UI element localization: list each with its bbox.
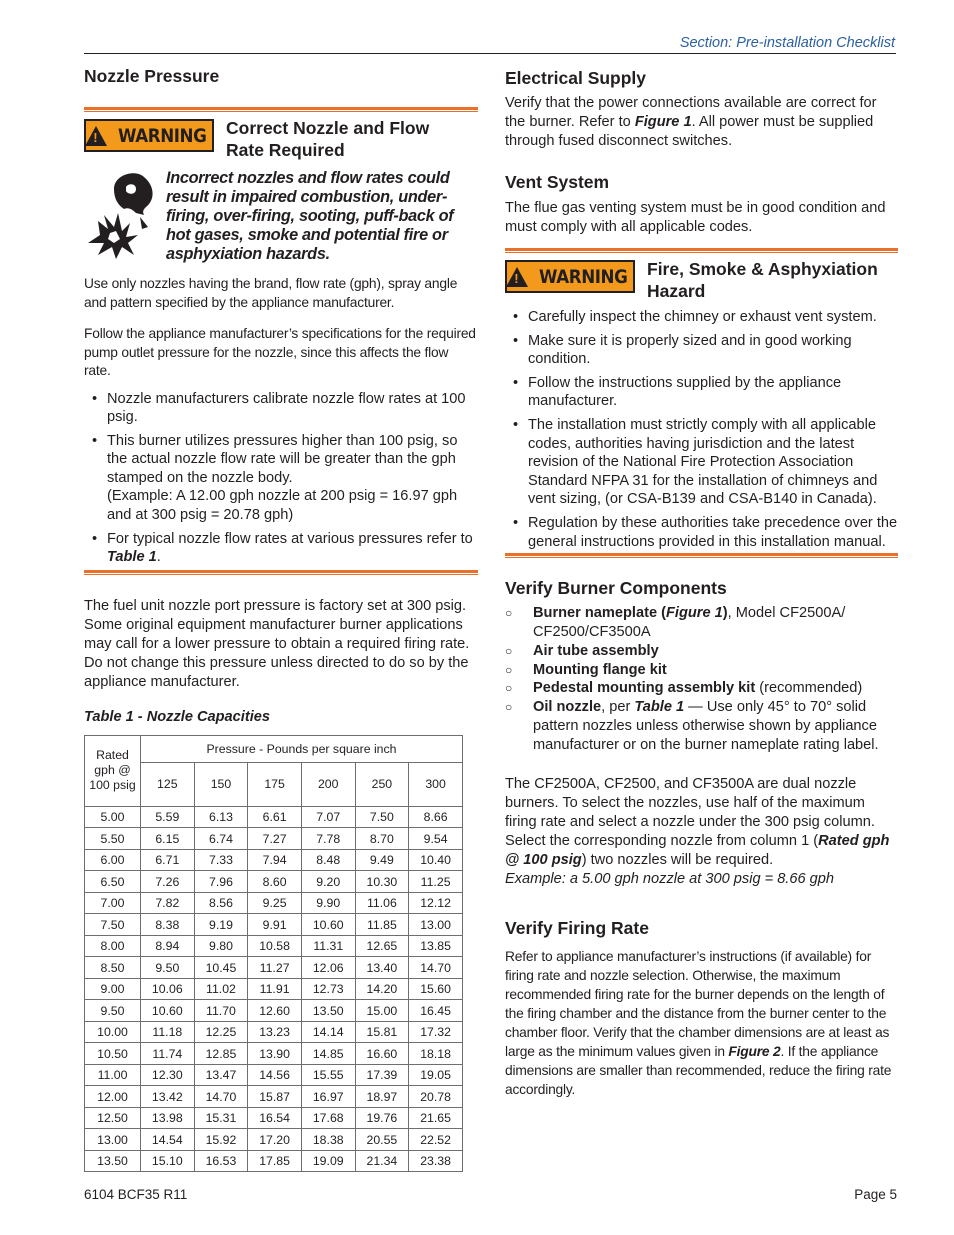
table-cell: 7.78 [301, 828, 355, 850]
warning-badge: ! WARNING [505, 260, 635, 293]
table-cell: 23.38 [409, 1150, 463, 1172]
nozzle-capacity-table [84, 735, 463, 1173]
warning2-bottom-rule [505, 553, 898, 558]
firing-rate-para: Refer to appliance manufacturer’s instructions (if available) for firing rate and nozzle selection. Otherwise, the maximum recommended firing rate for the burner depends on the length of the firing chamber and the distance from the burner center to the chamber floor. Verify that the chamber dimensions are at least as large as the minimum values given in Figure 2. If the appliance dimensions are smaller than recommended, reduce the firing rate accordingly. [505, 948, 892, 1097]
table-cell: 11.31 [301, 935, 355, 957]
table-cell: 10.00 [85, 1021, 141, 1043]
table-cell: 11.91 [248, 978, 302, 1000]
table-cell: 12.50 [85, 1107, 141, 1129]
fire-hazard-bullets [513, 308, 898, 551]
nozzle-brand-para: Use only nozzles having the brand, flow rate (gph), spray angle and pattern specified by the appliance manufacturer. [84, 276, 458, 310]
table-cell: 12.60 [248, 1000, 302, 1022]
table-row [85, 935, 463, 957]
warning-triangle-icon: ! [506, 267, 528, 287]
table-cell: 15.81 [355, 1021, 409, 1043]
list-item: • Follow the instructions supplied by the appliance manufacturer. [513, 374, 898, 411]
table-cell: 10.30 [355, 871, 409, 893]
electrical-supply-heading: Electrical Supply [505, 68, 647, 88]
table-cell: 21.34 [355, 1150, 409, 1172]
table-cell: 13.47 [194, 1064, 248, 1086]
pressure-col-header: 200 [301, 762, 355, 806]
pressure-header: Pressure - Pounds per square inch [141, 735, 463, 762]
table-cell: 19.05 [409, 1064, 463, 1086]
table-cell: 8.60 [248, 871, 302, 893]
table-cell: 8.38 [141, 914, 195, 936]
nozzle-pressure-heading: Nozzle Pressure [84, 66, 220, 86]
left-column [84, 66, 478, 1172]
warning-title: Fire, Smoke & Asphyxiation Hazard [647, 259, 878, 301]
table-cell: 6.15 [141, 828, 195, 850]
table-row [85, 806, 463, 828]
table-cell: 11.85 [355, 914, 409, 936]
nozzle-bullets [92, 390, 478, 567]
table-cell: 14.70 [409, 957, 463, 979]
table-cell: 8.00 [85, 935, 141, 957]
table-cell: 17.68 [301, 1107, 355, 1129]
table-row [85, 1086, 463, 1108]
table-cell: 15.00 [355, 1000, 409, 1022]
warning-badge: ! WARNING [84, 119, 214, 152]
warning-body [84, 169, 478, 264]
table-cell: 11.25 [409, 871, 463, 893]
table-cell: 12.85 [194, 1043, 248, 1065]
pressure-col-header: 175 [248, 762, 302, 806]
table-cell: 7.50 [355, 806, 409, 828]
table-cell: 7.07 [301, 806, 355, 828]
table-cell: 14.54 [141, 1129, 195, 1151]
explosion-hazard-icon [84, 169, 162, 261]
table-cell: 13.40 [355, 957, 409, 979]
page-number: Page 5 [854, 1187, 897, 1202]
table-cell: 16.97 [301, 1086, 355, 1108]
table-row [85, 1021, 463, 1043]
table-cell: 17.85 [248, 1150, 302, 1172]
table-cell: 13.85 [409, 935, 463, 957]
table-row [85, 978, 463, 1000]
table-cell: 16.45 [409, 1000, 463, 1022]
table-cell: 14.14 [301, 1021, 355, 1043]
table-body [85, 806, 463, 1172]
table-cell: 20.78 [409, 1086, 463, 1108]
table-cell: 5.50 [85, 828, 141, 850]
table-cell: 7.82 [141, 892, 195, 914]
table-cell: 16.54 [248, 1107, 302, 1129]
table-cell: 13.00 [409, 914, 463, 936]
table-cell: 7.00 [85, 892, 141, 914]
table-cell: 13.23 [248, 1021, 302, 1043]
table-cell: 11.02 [194, 978, 248, 1000]
table-cell: 10.40 [409, 849, 463, 871]
table-cell: 8.66 [409, 806, 463, 828]
table-cell: 19.76 [355, 1107, 409, 1129]
warning-title: Correct Nozzle and Flow Rate Required [226, 118, 430, 160]
table-cell: 18.97 [355, 1086, 409, 1108]
table-cell: 11.70 [194, 1000, 248, 1022]
list-item: ○ Air tube assembly [505, 642, 898, 661]
table-cell: 6.74 [194, 828, 248, 850]
table-cell: 9.00 [85, 978, 141, 1000]
table-cell: 17.32 [409, 1021, 463, 1043]
table-cell: 9.19 [194, 914, 248, 936]
list-item: • Make sure it is properly sized and in good working condition. [513, 332, 898, 369]
table-row [85, 1064, 463, 1086]
table-cell: 7.33 [194, 849, 248, 871]
table-cell: 6.50 [85, 871, 141, 893]
warning-top-rule [84, 107, 478, 112]
warning-box-fire [505, 258, 898, 302]
table-cell: 19.09 [301, 1150, 355, 1172]
table-row [85, 1000, 463, 1022]
table-cell: 6.00 [85, 849, 141, 871]
pressure-col-header: 125 [141, 762, 195, 806]
table-cell: 5.59 [141, 806, 195, 828]
table-cell: 10.50 [85, 1043, 141, 1065]
table-cell: 14.70 [194, 1086, 248, 1108]
right-column [505, 66, 898, 1099]
table-cell: 12.65 [355, 935, 409, 957]
verify-components-heading: Verify Burner Components [505, 578, 727, 599]
table-row [85, 1129, 463, 1151]
table-cell: 11.06 [355, 892, 409, 914]
fuel-unit-para: The fuel unit nozzle port pressure is factory set at 300 psig. Some original equipment manufacturer burner applications may call for a lower pressure to obtain a required firing rate. Do not change this pressure unless directed to do so by the appliance manufacturer. [84, 597, 470, 690]
table-cell: 13.90 [248, 1043, 302, 1065]
doc-id: 6104 BCF35 R11 [84, 1187, 188, 1202]
table-row [85, 849, 463, 871]
dual-nozzle-para: The CF2500A, CF2500, and CF3500A are dual nozzle burners. To select the nozzles, use half of the maximum firing rate and select a nozzle under the 300 psig column. Select the corresponding nozzle from column 1 (Rated gph @ 100 psig) two nozzles will be required. Example: a 5.00 gph nozzle at 300 psig = 8.66 gph [505, 775, 890, 887]
table-cell: 11.18 [141, 1021, 195, 1043]
table-cell: 6.61 [248, 806, 302, 828]
table-cell: 7.27 [248, 828, 302, 850]
table-cell: 13.42 [141, 1086, 195, 1108]
table-cell: 10.60 [301, 914, 355, 936]
table-cell: 7.26 [141, 871, 195, 893]
list-item: • For typical nozzle flow rates at various pressures refer to Table 1. [92, 530, 478, 567]
pressure-values-row [85, 762, 463, 806]
table-cell: 7.96 [194, 871, 248, 893]
table-cell: 17.39 [355, 1064, 409, 1086]
vent-system-heading: Vent System [505, 172, 610, 192]
list-item: • Carefully inspect the chimney or exhaust vent system. [513, 308, 898, 327]
table-cell: 14.20 [355, 978, 409, 1000]
table-row [85, 828, 463, 850]
table-cell: 5.00 [85, 806, 141, 828]
table-caption: Table 1 - Nozzle Capacities [84, 708, 270, 725]
table-cell: 8.70 [355, 828, 409, 850]
pressure-col-header: 150 [194, 762, 248, 806]
table-cell: 9.25 [248, 892, 302, 914]
table-cell: 15.87 [248, 1086, 302, 1108]
table-row [85, 1150, 463, 1172]
pressure-col-header: 250 [355, 762, 409, 806]
table-cell: 16.60 [355, 1043, 409, 1065]
table-row [85, 892, 463, 914]
list-item: ○ Oil nozzle, per Table 1 — Use only 45° to 70° solid pattern nozzles unless otherwise shown by appliance manufacturer or on the burner nameplate rating label. [505, 698, 898, 754]
table-cell: 8.94 [141, 935, 195, 957]
table-cell: 9.20 [301, 871, 355, 893]
table-cell: 8.48 [301, 849, 355, 871]
list-item: • The installation must strictly comply with all applicable codes, authorities having jurisdiction and the latest revision of the National Fire Protection Association Standard NFPA 31 for the installation of chimneys and vent sizing, (or CSA-B139 and CSA-B140 in Canada). [513, 416, 898, 509]
table-cell: 12.12 [409, 892, 463, 914]
table-cell: 15.60 [409, 978, 463, 1000]
table-cell: 18.38 [301, 1129, 355, 1151]
table-cell: 9.50 [141, 957, 195, 979]
table-cell: 22.52 [409, 1129, 463, 1151]
table-cell: 7.50 [85, 914, 141, 936]
table-cell: 10.60 [141, 1000, 195, 1022]
list-item: • Nozzle manufacturers calibrate nozzle flow rates at 100 psig. [92, 390, 478, 427]
verify-firing-rate-heading: Verify Firing Rate [505, 917, 649, 938]
table-cell: 11.27 [248, 957, 302, 979]
vent-system-para: The flue gas venting system must be in good condition and must comply with all applicable codes. [505, 200, 886, 235]
header-rule [84, 53, 896, 54]
table-cell: 13.98 [141, 1107, 195, 1129]
table-cell: 8.50 [85, 957, 141, 979]
table-cell: 6.71 [141, 849, 195, 871]
table-cell: 10.45 [194, 957, 248, 979]
components-list [505, 604, 898, 754]
table-cell: 9.80 [194, 935, 248, 957]
table-cell: 7.94 [248, 849, 302, 871]
table-cell: 15.92 [194, 1129, 248, 1151]
electrical-supply-para: Verify that the power connections available are correct for the burner. Refer to Figure 1. All power must be supplied through fused disconnect switches. [505, 95, 877, 149]
table-cell: 15.31 [194, 1107, 248, 1129]
rated-gph-header: Rated gph @ 100 psig [85, 735, 141, 806]
table-cell: 6.13 [194, 806, 248, 828]
table-cell: 14.56 [248, 1064, 302, 1086]
table-cell: 10.58 [248, 935, 302, 957]
table-cell: 15.55 [301, 1064, 355, 1086]
warning2-top-rule [505, 248, 898, 253]
table-cell: 12.30 [141, 1064, 195, 1086]
table-cell: 16.53 [194, 1150, 248, 1172]
list-item: • Regulation by these authorities take precedence over the general instructions provided in this installation manual. [513, 514, 898, 551]
table-cell: 12.25 [194, 1021, 248, 1043]
table-cell: 10.06 [141, 978, 195, 1000]
table-cell: 14.85 [301, 1043, 355, 1065]
table-row [85, 1043, 463, 1065]
warning-triangle-icon: ! [85, 126, 107, 146]
pressure-col-header: 300 [409, 762, 463, 806]
table-cell: 11.74 [141, 1043, 195, 1065]
table-cell: 13.00 [85, 1129, 141, 1151]
table-row [85, 914, 463, 936]
table-cell: 9.50 [85, 1000, 141, 1022]
warning-italic-text: Incorrect nozzles and flow rates could result in impaired combustion, under-firing, over-firing, sooting, puff-back of hot gases, smoke and potential fire or asphyxiation hazards. [166, 169, 454, 263]
list-item: ○ Mounting flange kit [505, 661, 898, 680]
list-item: • This burner utilizes pressures higher than 100 psig, so the actual nozzle flow rate will be greater than the gph stamped on the nozzle body. (Example: A 12.00 gph nozzle at 200 psig = 16.97 gph and at 300 psig = 20.78 gph) [92, 432, 478, 525]
table-cell: 8.56 [194, 892, 248, 914]
table-cell: 12.73 [301, 978, 355, 1000]
table-cell: 9.54 [409, 828, 463, 850]
table-cell: 13.50 [85, 1150, 141, 1172]
table-cell: 9.90 [301, 892, 355, 914]
table-cell: 11.00 [85, 1064, 141, 1086]
table-cell: 9.91 [248, 914, 302, 936]
table-cell: 13.50 [301, 1000, 355, 1022]
table-row [85, 957, 463, 979]
table-cell: 12.00 [85, 1086, 141, 1108]
table-cell: 18.18 [409, 1043, 463, 1065]
warning-box-nozzle [84, 117, 478, 161]
table-cell: 12.06 [301, 957, 355, 979]
list-item: ○ Burner nameplate (Figure 1), Model CF2500A/ CF2500/CF3500A [505, 604, 898, 642]
list-item: ○ Pedestal mounting assembly kit (recommended) [505, 679, 898, 698]
section-title: Section: Pre-installation Checklist [679, 35, 895, 51]
warning-bottom-rule [84, 570, 478, 575]
table-row [85, 1107, 463, 1129]
pump-pressure-para: Follow the appliance manufacturer’s specifications for the required pump outlet pressure for the nozzle, since this affects the flow rate. [84, 326, 476, 378]
table-cell: 17.20 [248, 1129, 302, 1151]
table-cell: 21.65 [409, 1107, 463, 1129]
table-row [85, 871, 463, 893]
table-cell: 20.55 [355, 1129, 409, 1151]
table-cell: 9.49 [355, 849, 409, 871]
table-cell: 15.10 [141, 1150, 195, 1172]
